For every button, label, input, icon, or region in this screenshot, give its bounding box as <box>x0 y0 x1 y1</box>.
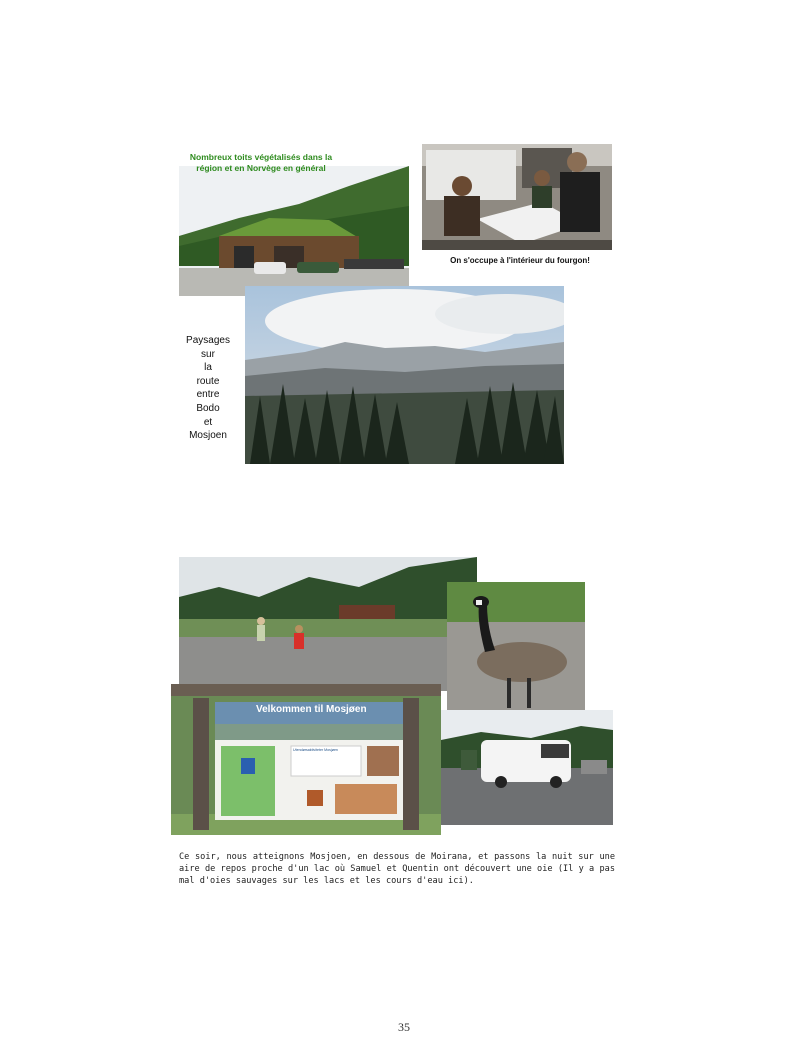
photo-mountain-landscape <box>245 286 564 464</box>
landscape-caption-word: Mosjoen <box>189 430 227 442</box>
landscape-caption-word: route <box>196 375 220 387</box>
landscape-caption-word: la <box>204 362 212 374</box>
photo-rest-area-children <box>179 557 477 691</box>
sign-title: Velkommen til Mosjøen <box>256 704 367 715</box>
landscape-caption-word: sur <box>201 348 215 360</box>
caption-inside-van: On s'occupe à l'intérieur du fourgon! <box>450 256 590 265</box>
photo-camper-van <box>441 710 613 825</box>
photo-green-roof-building <box>179 166 409 296</box>
landscape-caption <box>183 334 233 443</box>
landscape-caption-word: entre <box>196 389 220 401</box>
body-paragraph: Ce soir, nous atteignons Mosjoen, en dessous de Moirana, et passons la nuit sur une aire de repos proche d'un lac où Samuel et Quentin ont découvert une oie (Il y a pas mal d'oies sauvages sur les lacs et les cours d'eau ici). <box>179 852 615 886</box>
landscape-caption-word: Bodo <box>196 402 220 414</box>
photo-welcome-sign <box>171 684 441 835</box>
photo-inside-van <box>422 144 612 250</box>
sign-panel-title: Utendørsaktiviteter Mosjøen <box>293 748 338 752</box>
page-number: 35 <box>398 1020 410 1034</box>
caption-green-roofs: Nombreux toits végétalisés dans la région et en Norvège en général <box>189 152 333 173</box>
photo-goose <box>447 582 585 718</box>
landscape-caption-word: et <box>203 416 213 428</box>
landscape-caption-word: Paysages <box>186 335 230 346</box>
